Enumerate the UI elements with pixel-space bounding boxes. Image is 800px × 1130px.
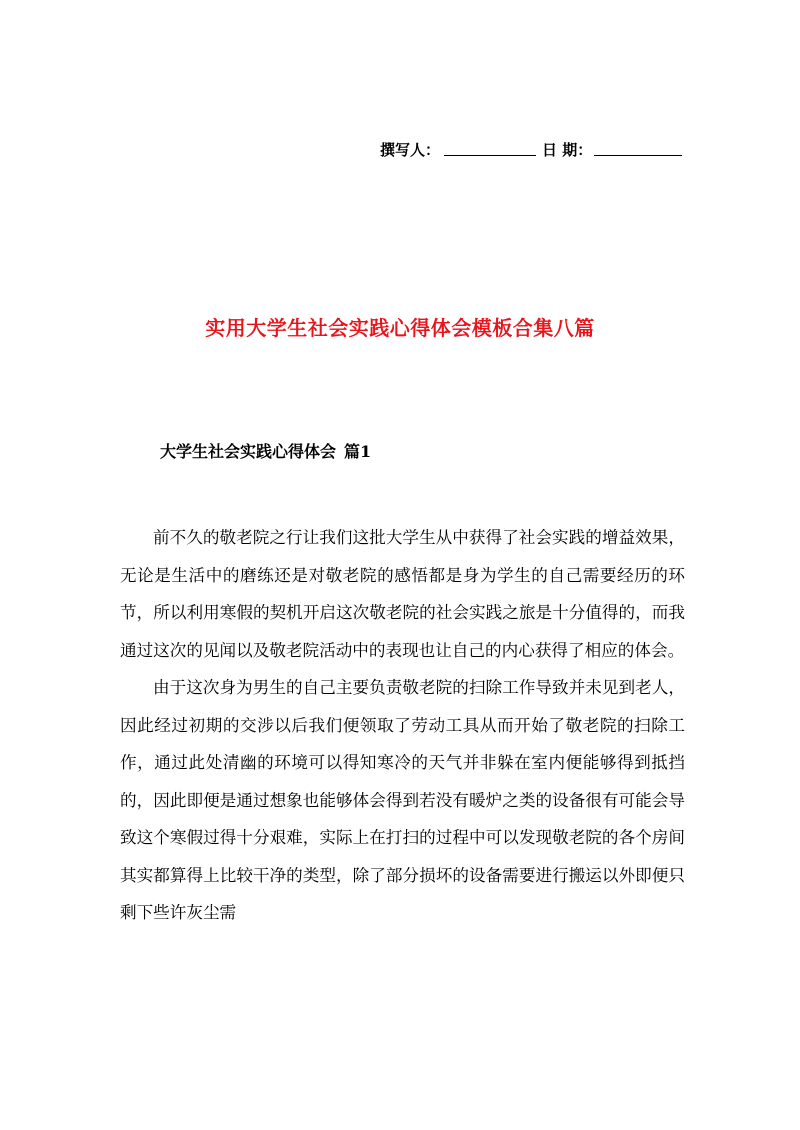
body-text <box>120 519 685 932</box>
document-title: 实用大学生社会实践心得体会模板合集八篇 <box>205 316 595 340</box>
author-blank-line <box>444 139 536 156</box>
date-label: 日 期： <box>542 141 593 159</box>
section-heading-text: 大学生社会实践心得体会 <box>160 442 337 461</box>
author-date-line <box>380 139 680 161</box>
paragraph-1: 前不久的敬老院之行让我们这批大学生从中获得了社会实践的增益效果，无论是生活中的磨练还是对敬老院的感悟都是身为学生的自己需要经历的环节，所以利用寒假的契机开启这次敬老院的社会实践之旅是十分值得的，而我通过这次的见闻以及敬老院活动中的表现也让自己的内心获得了相应的体会。 <box>120 528 685 660</box>
section-part-label: 篇1 <box>344 442 372 461</box>
date-blank-line <box>594 139 682 156</box>
paragraph-2: 由于这次身为男生的自己主要负责敬老院的扫除工作导致并未见到老人，因此经过初期的交涉以后我们便领取了劳动工具从而开始了敬老院的扫除工作，通过此处清幽的环境可以得知寒冷的天气并非躲在室内便能够得到抵挡的，因此即便是通过想象也能够体会得到若没有暖炉之类的设备很有可能会导致这个寒假过得十分艰难，实际上在打扫的过程中可以发现敬老院的各个房间其实都算得上比较干净的类型，除了部分损坏的设备需要进行搬运以外即便只剩下些许灰尘需 <box>120 678 685 922</box>
author-label: 撰写人： <box>380 141 441 159</box>
section-heading <box>160 440 660 464</box>
